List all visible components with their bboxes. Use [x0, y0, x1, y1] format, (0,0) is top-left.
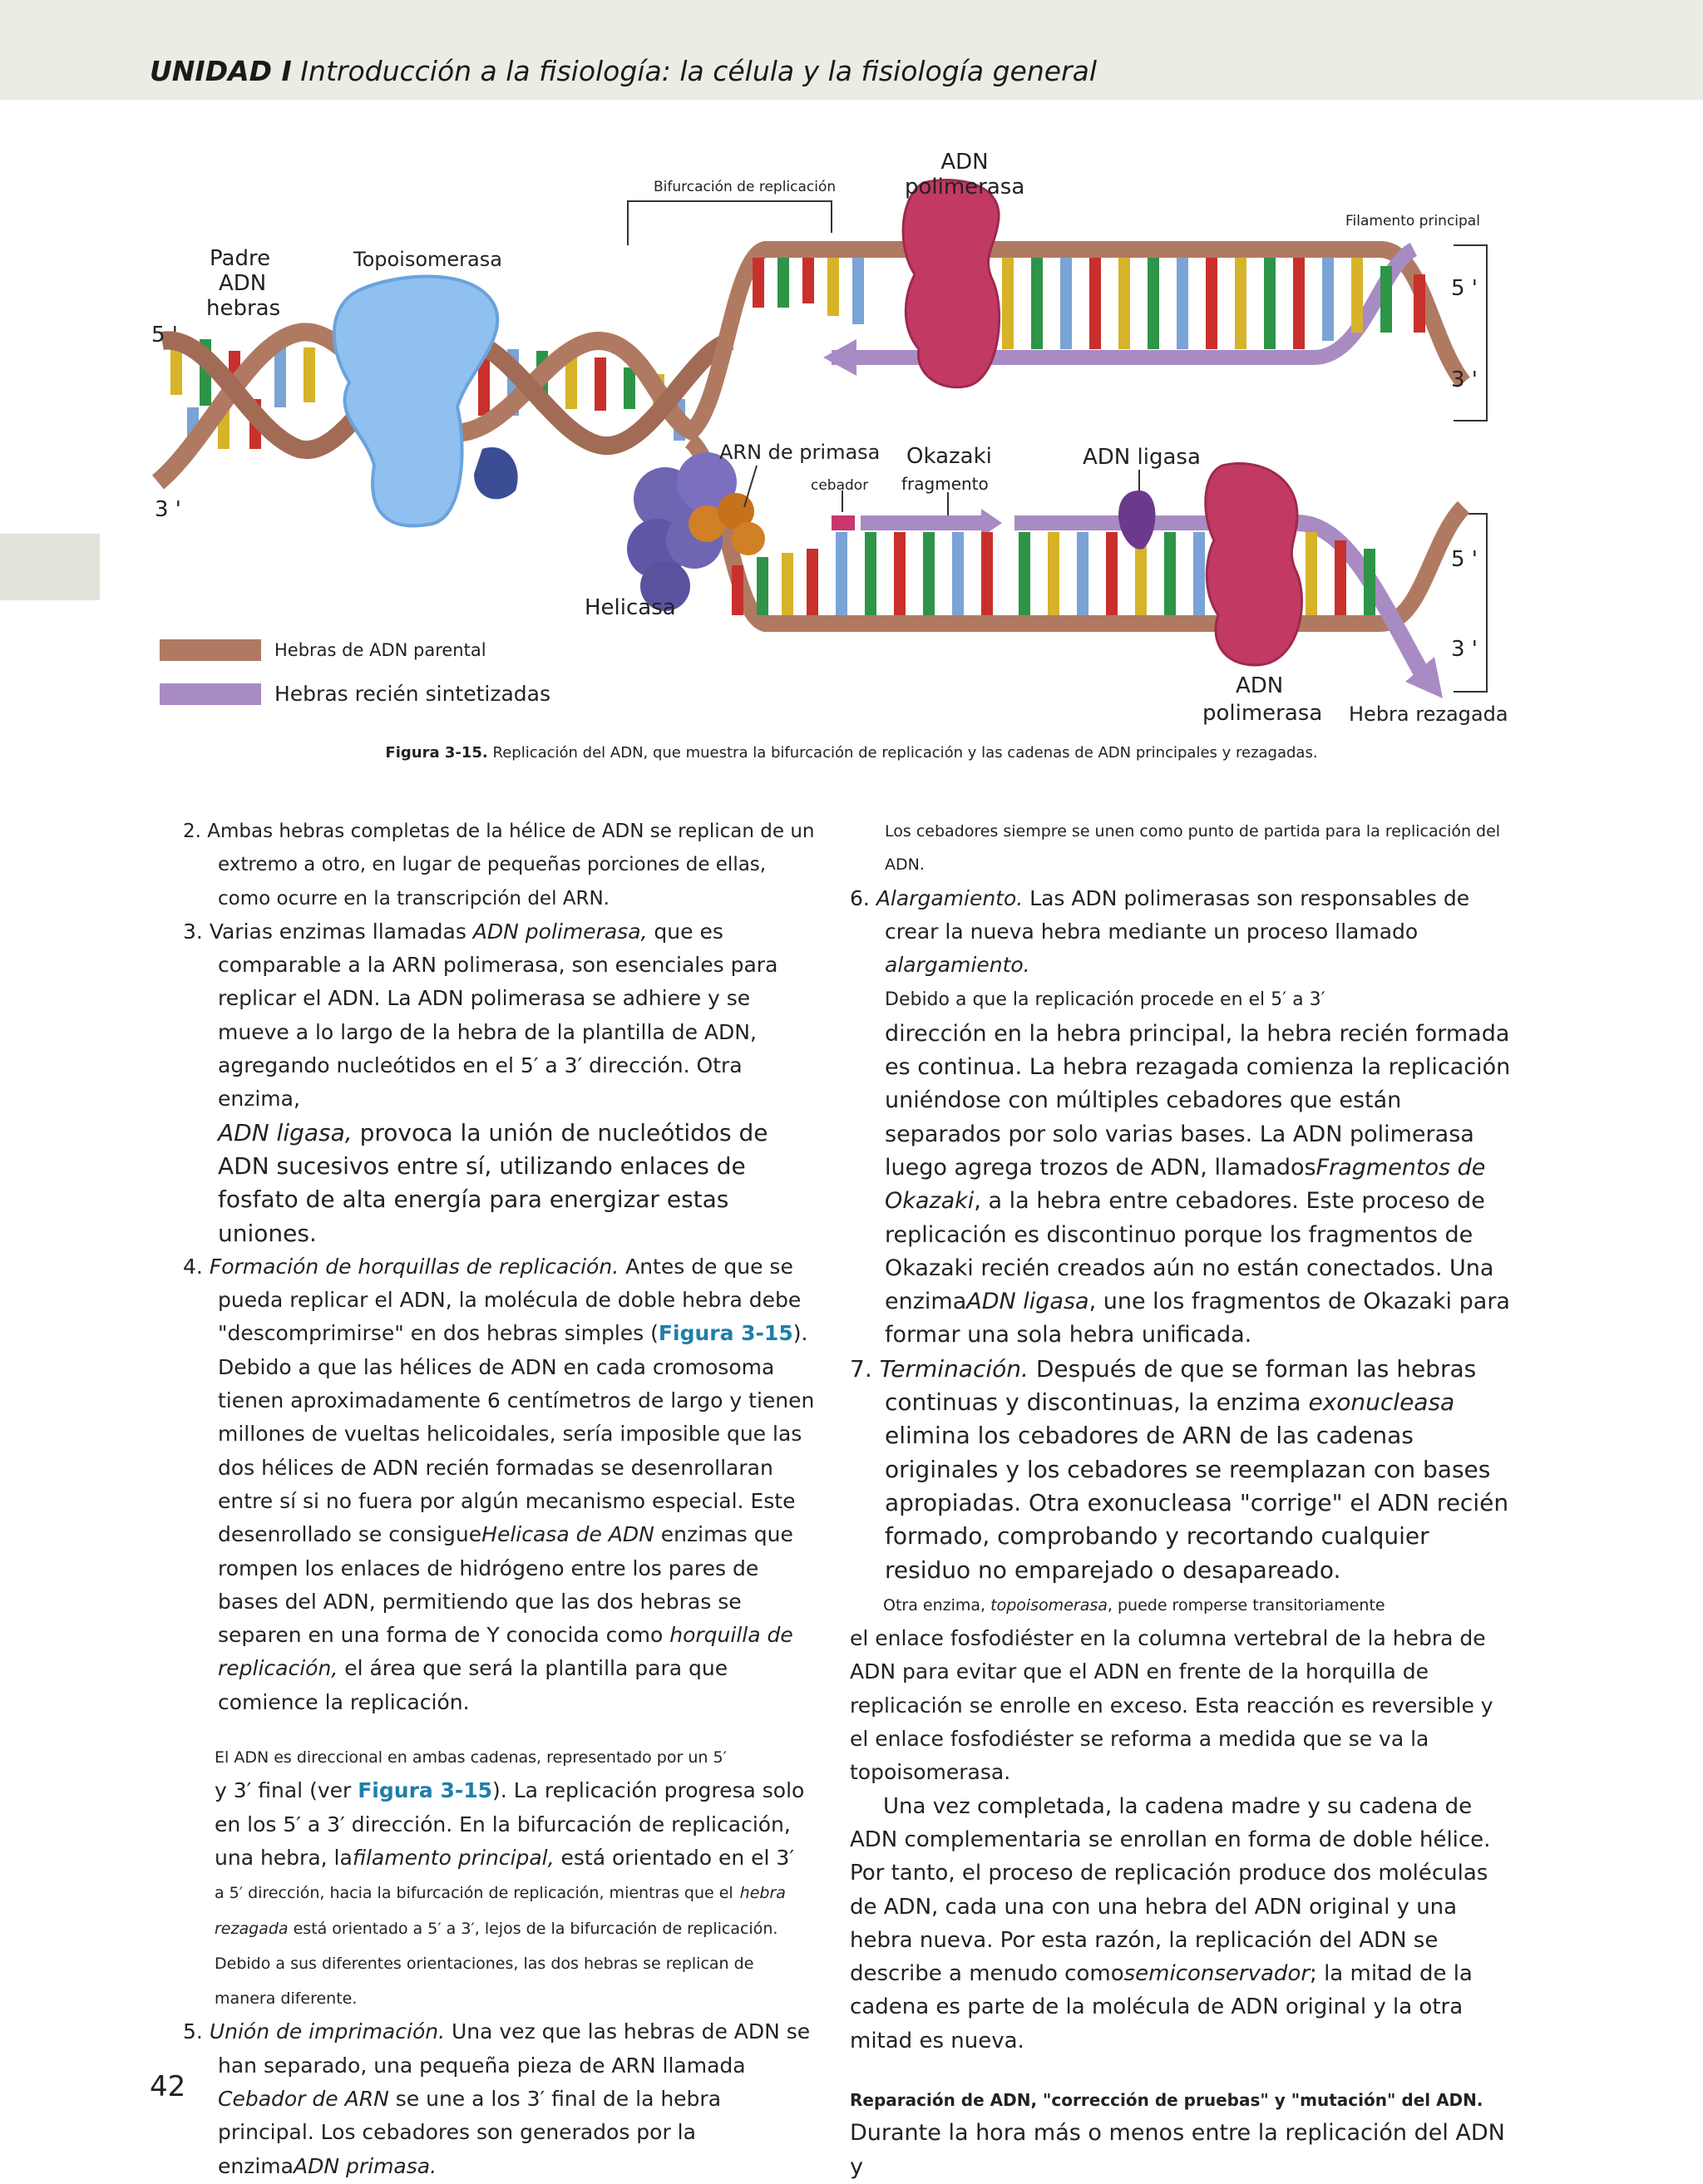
right-column [850, 815, 1515, 2184]
helicase-label: Helicasa [585, 595, 676, 620]
list-item-5: 5. Unión de imprimación. Una vez que las hebras de ADN se han separado, una pequeña pieza de ARN llamada Cebador de ARN se une a los 3′ final de la hebra principal. Los cebadores son generados por la enzimaADN primasa. [183, 2019, 811, 2178]
dna-polymerase-bottom-icon [1206, 464, 1302, 666]
caption-text: Replicación del ADN, que muestra la bifurcación de replicación y las cadenas de ADN principales y rezagadas. [492, 744, 1318, 762]
bottom-end-bracket [1454, 514, 1487, 692]
dna-polymerase-top-icon [903, 180, 1000, 387]
figure-link[interactable]: Figura 3-15 [658, 1321, 793, 1346]
primer-label: cebador [811, 477, 869, 494]
polymerase-bottom-label-1: ADN [1236, 673, 1284, 698]
polymerase-bottom-label-2: polimerasa [1202, 701, 1323, 726]
semiconservative-paragraph: Una vez completada, la cadena madre y su cadena de ADN complementaria se enrollan en forma de doble hélice. Por tanto, el proceso de replicación produce dos moléculas de ADN, cada una con una hebra del ADN original y una hebra nueva. Por esta razón, la replicación del ADN se describe a menudo comosemiconservador; la mitad de la cadena es parte de la molécula de ADN original y la otra mitad es nueva. [850, 1793, 1491, 2053]
leading-direction-arrow [823, 339, 856, 376]
three-prime-top-label: 3 ' [1451, 367, 1478, 392]
list-item-3: 3. Varias enzimas llamadas ADN polimerasa, que es comparable a la ARN polimerasa, son esenciales para replicar el ADN. La ADN polimerasa se adhiere y se mueve a lo largo de la hebra de la plantilla de ADN, agregando nucleótidos en el 5′ a 3′ dirección. Otra enzima, [183, 919, 778, 1112]
polymerase-top-label-2: polimerasa [905, 175, 1025, 200]
left-column [183, 815, 815, 2183]
five-prime-top-label: 5 ' [1451, 276, 1478, 301]
rna-primer [832, 515, 855, 530]
five-prime-left-label: 5 ' [151, 323, 178, 348]
topoisomerase-label: Topoisomerasa [353, 248, 502, 271]
five-prime-bottom-label: 5 ' [1451, 547, 1478, 572]
leading-strand-label: Filamento principal [1345, 213, 1480, 229]
list-item-2: 2. Ambas hebras completas de la hélice de ADN se replican de un extremo a otro, en lugar de pequeñas porciones de ellas, como ocurre en la transcripción del ARN. [183, 821, 815, 910]
topoisomerase-dark-part [474, 447, 518, 499]
list-item-6: 6. Alargamiento. Las ADN polimerasas son responsables de crear la nueva hebra mediante un proceso llamado alargamiento. [850, 885, 1470, 978]
unit-label: UNIDAD I [150, 55, 292, 87]
ligase-label: ADN ligasa [1083, 445, 1201, 470]
list-item-6-continued: Debido a que la replicación procede en el 5′ a 3′ dirección en la hebra principal, la hebra recién formada es continua. La hebra rezagada comienza la replicación uniéndose con múltiples cebadores que están separados por solo varias bases. La ADN polimerasa luego agrega trozos de ADN, llamadosFragmentos de Okazaki, a la hebra entre cebadores. Este proceso de replicación es discontinuo porque los fragmentos de Okazaki recién creados aún no están conectados. Una enzimaADN ligasa, une los fragmentos de Okazaki para formar una sola hebra unificada. [885, 989, 1511, 1348]
fork-bracket [628, 201, 832, 245]
topoisomerase-icon [334, 277, 497, 526]
primase-label: ARN de primasa [719, 441, 881, 464]
list-item-7: 7. Terminación. Después de que se forman las hebras continuas y discontinuas, la enzima exonucleasa elimina los cebadores de ARN de las cadenas originales y los cebadores se reemplazan con bases apropiadas. Otra exonucleasa "corrige" el ADN recién formado, comprobando y recortando cualquier residuo no emparejado o desapareado. [850, 1354, 1509, 1584]
list-item-3-continued: ADN ligasa, provoca la unión de nucleótidos de ADN sucesivos entre sí, utilizando enlaces de fosfato de alta energía para energizar estas uniones. [218, 1118, 768, 1247]
topoisomerase-paragraph: Otra enzima, topoisomerasa, puede romperse transitoriamente el enlace fosfodiéster en la columna vertebral de la hebra de ADN para evitar que el ADN en frente de la horquilla de replicación se enrolle en exceso. Esta reacción es reversible y el enlace fosfodiéster se reforma a medida que se va la topoisomerasa. [850, 1595, 1493, 1785]
dna-replication-figure [0, 133, 1703, 765]
figure-caption [0, 744, 1703, 762]
legend-swatch-parental [160, 639, 261, 661]
parent-label-2: ADN [219, 271, 267, 296]
repair-section: Reparación de ADN, "corrección de pruebas" y "mutación" del ADN. Durante la hora más o menos entre la replicación del ADN y [850, 2089, 1505, 2180]
figure-link-2[interactable]: Figura 3-15 [358, 1778, 493, 1803]
lagging-strand-label: Hebra rezagada [1349, 703, 1508, 726]
legend-label-parental: Hebras de ADN parental [274, 640, 486, 660]
list-item-4: 4. Formación de horquillas de replicación. Antes de que se pueda replicar el ADN, la molécula de doble hebra debe "descomprimirse" en dos hebras simples (Figura 3-15). Debido a que las hélices de ADN en cada cromosoma tienen aproximadamente 6 centímetros de largo y tienen millones de vueltas helicoidales, sería imposible que las dos hélices de ADN recién formadas se desenrollaran entre sí si no fuera por algún mecanismo especial. Este desenrollado se consigueHelicasa de ADN enzimas que rompen los enlaces de hidrógeno entre los pares de bases del ADN, permitiendo que las dos hebras se separen en una forma de Y conocida como horquilla de replicación, el área que será la plantilla para que comience la replicación. [183, 1254, 815, 1714]
item-5-continuation: Los cebadores siempre se unen como punto de partida para la replicación del ADN. [885, 822, 1501, 875]
top-end-bracket [1454, 245, 1487, 421]
legend-label-new: Hebras recién sintetizadas [274, 682, 550, 706]
chapter-title: Introducción a la fisiología: la célula y la fisiología general [300, 55, 1097, 87]
fork-label: Bifurcación de replicación [654, 179, 837, 195]
parent-label-1: Padre [210, 246, 271, 271]
dna-ligase-icon [1118, 491, 1155, 550]
parent-label-3: hebras [206, 296, 281, 321]
okazaki-label-2: fragmento [901, 474, 989, 494]
three-prime-bottom-label: 3 ' [1451, 637, 1478, 662]
okazaki-label-1: Okazaki [906, 444, 992, 469]
direction-paragraph: El ADN es direccional en ambas cadenas, representado por un 5′ y 3′ final (ver Figura 3-15). La replicación progresa solo en los 5′ a 3′ dirección. En la bifurcación de replicación, una hebra, lafilamento principal, está orientado en el 3′ a 5′ dirección, hacia la bifurcación de replicación, mientras que el hebra rezagada está orientado a 5′ a 3′, lejos de la bifurcación de replicación. Debido a sus diferentes orientaciones, las dos hebras se replican de manera diferente. [215, 1748, 805, 2009]
section-heading: Reparación de ADN, "corrección de pruebas" y "mutación" del ADN. [850, 2089, 1483, 2110]
caption-number: Figura 3-15. [385, 744, 488, 762]
leading-base-pairs [753, 258, 1425, 349]
running-header [150, 55, 1097, 87]
legend-swatch-new [160, 683, 261, 705]
polymerase-top-label-1: ADN [940, 150, 989, 175]
three-prime-left-label: 3 ' [155, 497, 181, 522]
page-number: 42 [150, 2070, 186, 2103]
